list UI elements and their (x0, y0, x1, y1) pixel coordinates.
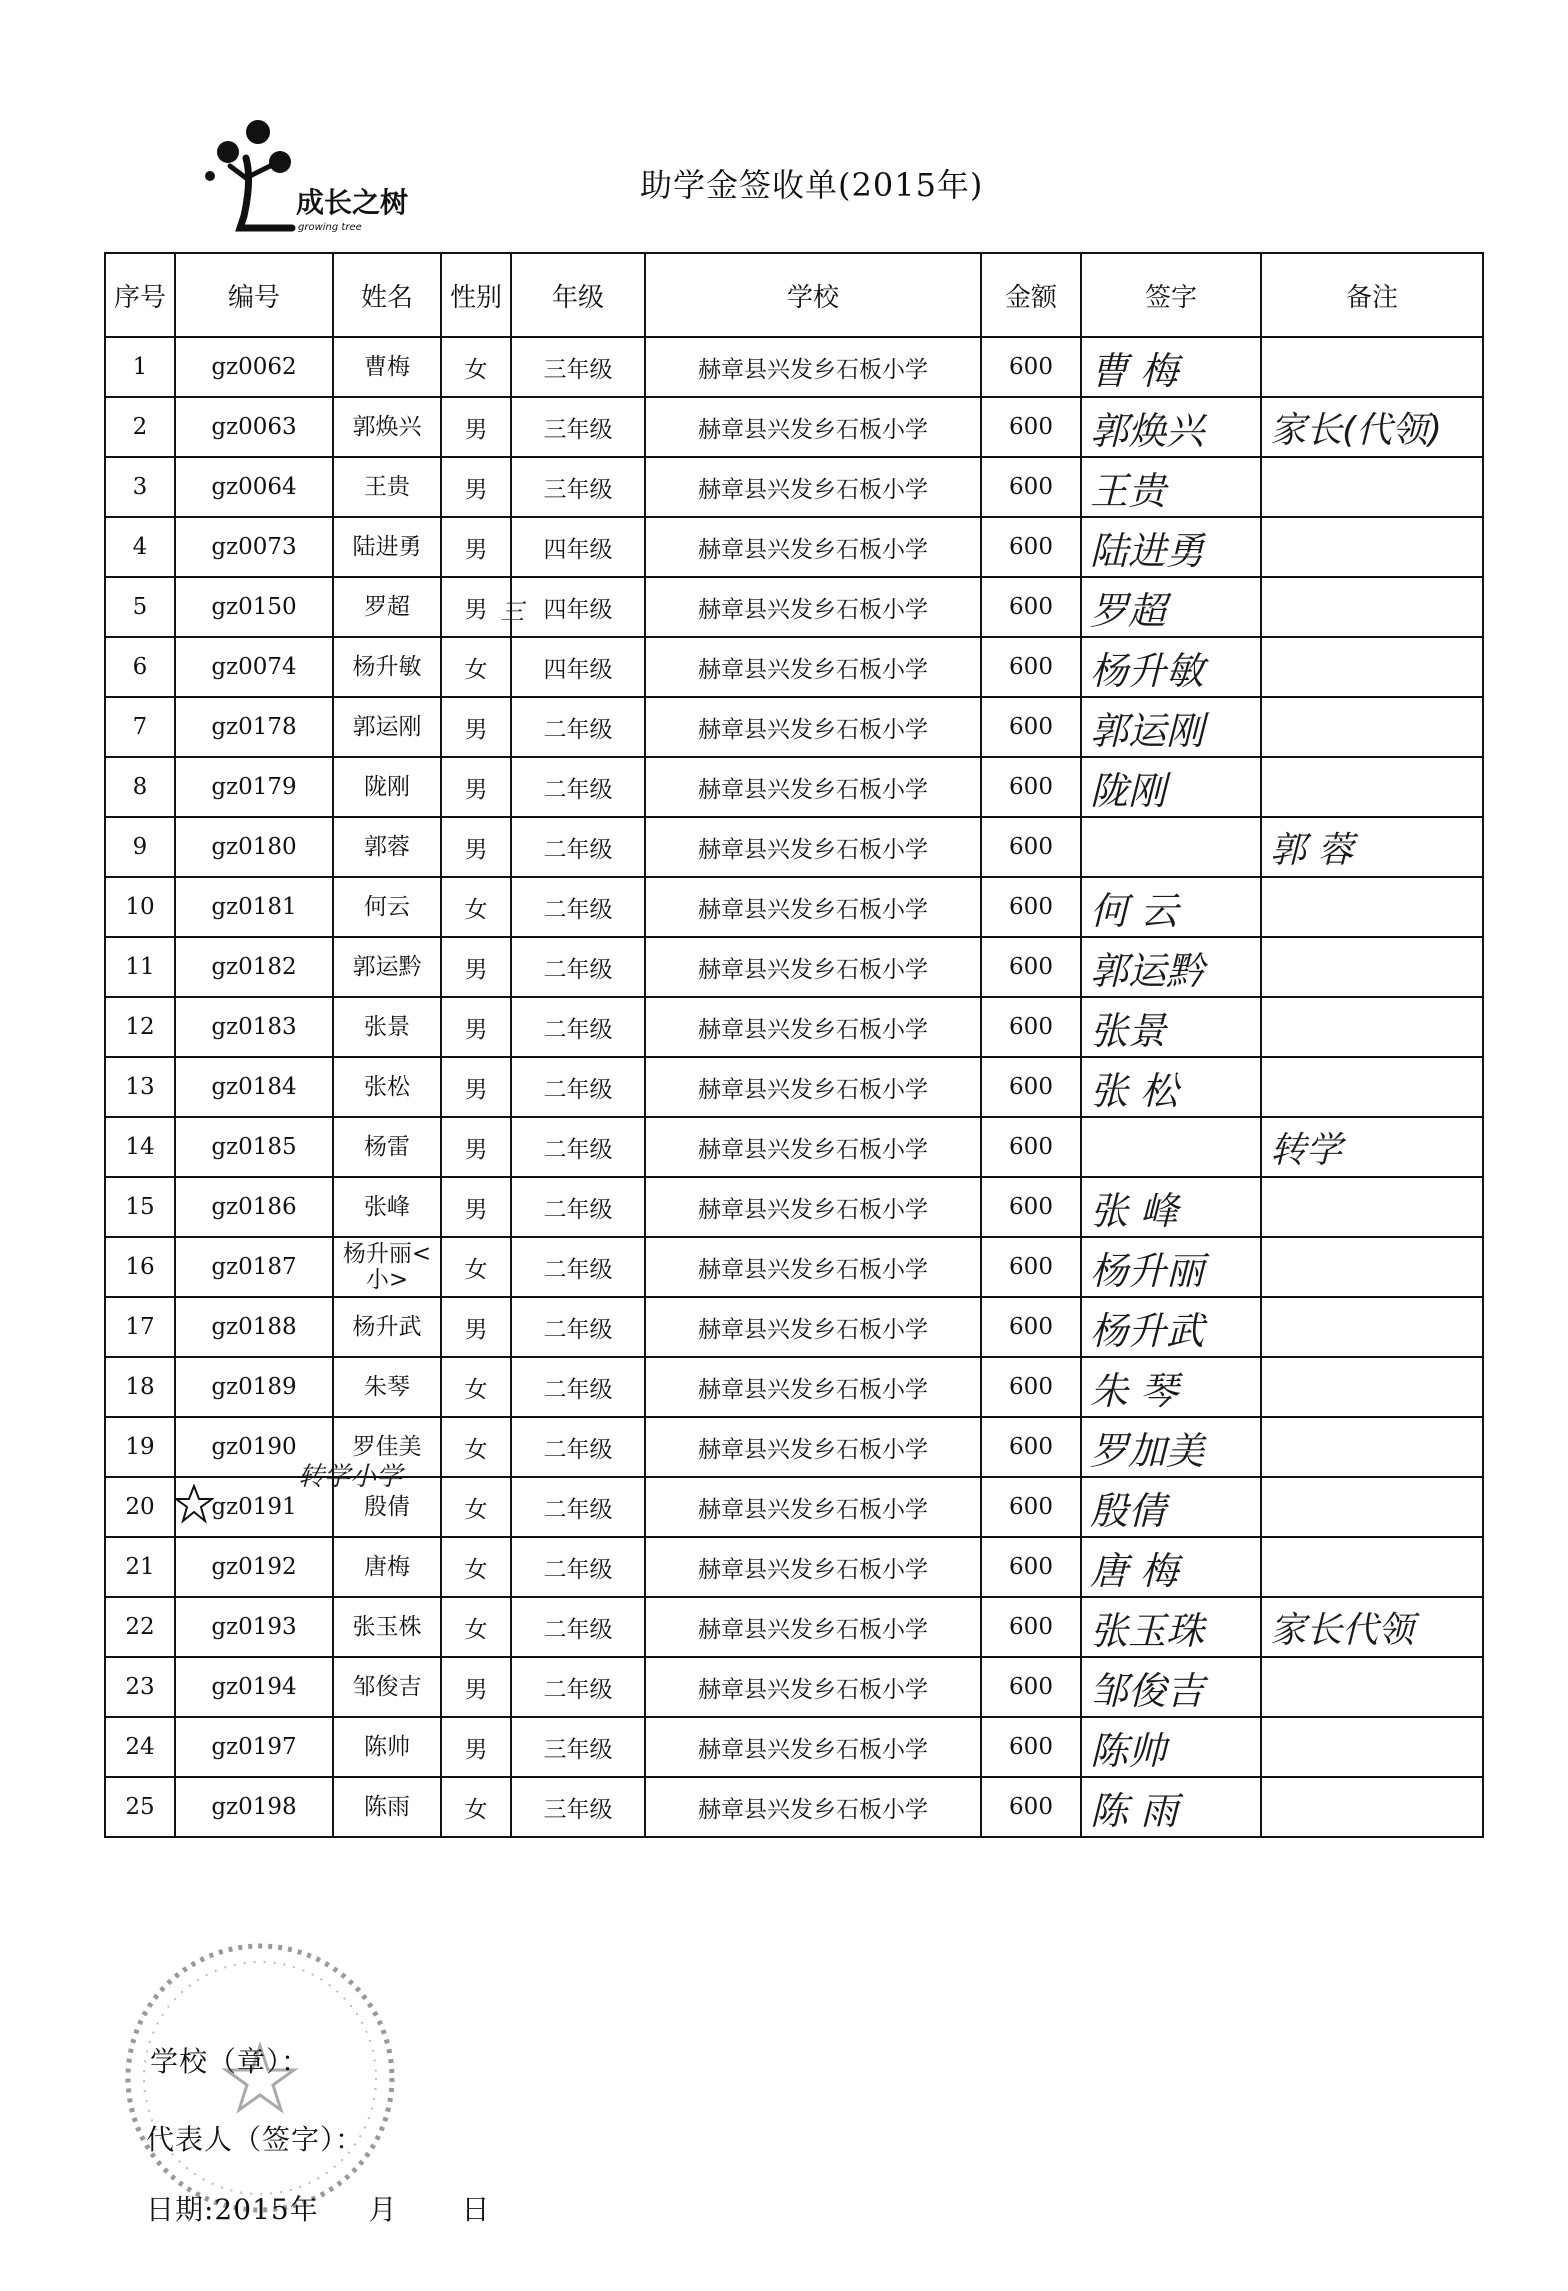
student-sex-cell: 女 (441, 1237, 511, 1297)
signature-cell: 曹 梅 (1081, 337, 1261, 397)
row-number-cell: 3 (105, 457, 175, 517)
table-row (105, 1357, 1483, 1417)
student-name-cell: 郭蓉 (333, 817, 441, 877)
student-sex-cell: 女 (441, 1477, 511, 1537)
amount-cell: 600 (981, 877, 1081, 937)
student-grade-cell: 二年级 (511, 997, 645, 1057)
amount-cell: 600 (981, 1057, 1081, 1117)
transfer-note: 转学小学 (298, 1462, 403, 1492)
date-line (146, 2188, 501, 2228)
student-name-cell: 张景 (333, 997, 441, 1057)
student-code-cell: gz0179 (175, 757, 333, 817)
note-cell (1261, 1657, 1483, 1717)
row-number-cell: 23 (105, 1657, 175, 1717)
school-name-cell: 赫章县兴发乡石板小学 (645, 1477, 981, 1537)
student-sex-cell: 男 (441, 517, 511, 577)
signature-cell: 邹俊吉 (1081, 1657, 1261, 1717)
row-number-cell: 25 (105, 1777, 175, 1837)
star-mark-icon (174, 1484, 214, 1524)
table-row (105, 397, 1483, 457)
note-cell: 家长(代领) (1261, 397, 1483, 457)
school-name-cell: 赫章县兴发乡石板小学 (645, 997, 981, 1057)
student-grade-cell: 三年级 (511, 1777, 645, 1837)
student-code-cell: gz0187 (175, 1237, 333, 1297)
amount-cell: 600 (981, 1537, 1081, 1597)
student-sex-cell: 女 (441, 337, 511, 397)
student-sex-cell: 男 (441, 697, 511, 757)
note-cell (1261, 577, 1483, 637)
table-row (105, 1177, 1483, 1237)
school-name-cell: 赫章县兴发乡石板小学 (645, 1657, 981, 1717)
student-name-cell: 张峰 (333, 1177, 441, 1237)
amount-cell: 600 (981, 397, 1081, 457)
student-sex-cell: 女 (441, 1417, 511, 1477)
amount-cell: 600 (981, 997, 1081, 1057)
note-cell (1261, 1777, 1483, 1837)
row-number-cell: 19 (105, 1417, 175, 1477)
school-name-cell: 赫章县兴发乡石板小学 (645, 1297, 981, 1357)
student-sex-cell: 女 (441, 877, 511, 937)
student-sex-cell: 男 (441, 457, 511, 517)
student-name-cell: 曹梅 (333, 337, 441, 397)
student-name-cell: 杨升敏 (333, 637, 441, 697)
note-cell (1261, 877, 1483, 937)
signature-cell: 陈帅 (1081, 1717, 1261, 1777)
student-grade-cell: 二年级 (511, 1477, 645, 1537)
student-grade-cell: 二年级 (511, 1537, 645, 1597)
note-cell: 家长代领 (1261, 1597, 1483, 1657)
student-grade-cell: 二年级 (511, 817, 645, 877)
signature-cell: 杨升武 (1081, 1297, 1261, 1357)
table-row (105, 1057, 1483, 1117)
table-row (105, 997, 1483, 1057)
row-number-cell: 1 (105, 337, 175, 397)
amount-cell: 600 (981, 1237, 1081, 1297)
signature-cell: 陇刚 (1081, 757, 1261, 817)
school-name-cell: 赫章县兴发乡石板小学 (645, 697, 981, 757)
table-row (105, 1297, 1483, 1357)
student-code-cell: gz0073 (175, 517, 333, 577)
student-grade-cell: 四年级 (511, 577, 645, 637)
student-code-cell: gz0182 (175, 937, 333, 997)
school-name-cell: 赫章县兴发乡石板小学 (645, 397, 981, 457)
student-code-cell: gz0191 (175, 1477, 333, 1537)
growing-tree-logo (200, 118, 440, 240)
signature-cell: 陈 雨 (1081, 1777, 1261, 1837)
table-row (105, 757, 1483, 817)
grade-correction-mark: 三 (500, 598, 524, 626)
student-code-cell: gz0190 (175, 1417, 333, 1477)
student-grade-cell: 三年级 (511, 397, 645, 457)
signature-cell: 郭运刚 (1081, 697, 1261, 757)
row-number-cell: 24 (105, 1717, 175, 1777)
amount-cell: 600 (981, 337, 1081, 397)
table-row (105, 457, 1483, 517)
logo-brand-text: 成长之树 (296, 186, 409, 219)
school-name-cell: 赫章县兴发乡石板小学 (645, 1357, 981, 1417)
signature-cell: 陆进勇 (1081, 517, 1261, 577)
student-grade-cell: 三年级 (511, 1717, 645, 1777)
col-header-code: 编号 (175, 253, 333, 337)
student-code-cell: gz0188 (175, 1297, 333, 1357)
amount-cell: 600 (981, 1657, 1081, 1717)
row-number-cell: 7 (105, 697, 175, 757)
amount-cell: 600 (981, 457, 1081, 517)
student-name-cell: 陈帅 (333, 1717, 441, 1777)
amount-cell: 600 (981, 637, 1081, 697)
student-code-cell: gz0063 (175, 397, 333, 457)
signature-cell: 唐 梅 (1081, 1537, 1261, 1597)
student-grade-cell: 二年级 (511, 1657, 645, 1717)
school-name-cell: 赫章县兴发乡石板小学 (645, 1537, 981, 1597)
student-grade-cell: 四年级 (511, 637, 645, 697)
student-grade-cell: 二年级 (511, 1177, 645, 1237)
table-row (105, 877, 1483, 937)
student-name-cell: 罗超 (333, 577, 441, 637)
student-grade-cell: 二年级 (511, 1297, 645, 1357)
amount-cell: 600 (981, 577, 1081, 637)
student-code-cell: gz0064 (175, 457, 333, 517)
signature-cell (1081, 817, 1261, 877)
student-code-cell: gz0178 (175, 697, 333, 757)
row-number-cell: 5 (105, 577, 175, 637)
signature-cell (1081, 1117, 1261, 1177)
student-sex-cell: 女 (441, 1357, 511, 1417)
logo-tagline: growing tree (298, 222, 362, 233)
row-number-cell: 10 (105, 877, 175, 937)
school-name-cell: 赫章县兴发乡石板小学 (645, 1717, 981, 1777)
student-grade-cell: 二年级 (511, 1417, 645, 1477)
note-cell (1261, 637, 1483, 697)
col-header-sex: 性别 (441, 253, 511, 337)
table-row (105, 1117, 1483, 1177)
col-header-note: 备注 (1261, 253, 1483, 337)
student-sex-cell: 男 (441, 1117, 511, 1177)
student-sex-cell: 男 (441, 1717, 511, 1777)
school-name-cell: 赫章县兴发乡石板小学 (645, 1597, 981, 1657)
student-code-cell: gz0074 (175, 637, 333, 697)
note-cell (1261, 1057, 1483, 1117)
student-name-cell: 王贵 (333, 457, 441, 517)
note-cell (1261, 997, 1483, 1057)
note-cell (1261, 757, 1483, 817)
school-name-cell: 赫章县兴发乡石板小学 (645, 517, 981, 577)
student-name-cell: 邹俊吉 (333, 1657, 441, 1717)
amount-cell: 600 (981, 1477, 1081, 1537)
table-row (105, 1717, 1483, 1777)
student-grade-cell: 三年级 (511, 337, 645, 397)
signature-cell: 何 云 (1081, 877, 1261, 937)
student-grade-cell: 二年级 (511, 1597, 645, 1657)
note-cell (1261, 1477, 1483, 1537)
signature-cell: 张景 (1081, 997, 1261, 1057)
col-header-signature: 签字 (1081, 253, 1261, 337)
row-number-cell: 2 (105, 397, 175, 457)
student-grade-cell: 二年级 (511, 697, 645, 757)
student-sex-cell: 男 (441, 937, 511, 997)
student-name-cell: 张松 (333, 1057, 441, 1117)
student-name-cell: 罗佳美 (333, 1417, 441, 1477)
row-number-cell: 15 (105, 1177, 175, 1237)
amount-cell: 600 (981, 697, 1081, 757)
table-row (105, 517, 1483, 577)
student-name-cell: 杨升武 (333, 1297, 441, 1357)
row-number-cell: 4 (105, 517, 175, 577)
signature-cell: 罗加美 (1081, 1417, 1261, 1477)
student-sex-cell: 男 (441, 757, 511, 817)
row-number-cell: 22 (105, 1597, 175, 1657)
student-sex-cell: 男 (441, 1657, 511, 1717)
table-row (105, 817, 1483, 877)
amount-cell: 600 (981, 1357, 1081, 1417)
student-grade-cell: 二年级 (511, 937, 645, 997)
amount-cell: 600 (981, 517, 1081, 577)
school-name-cell: 赫章县兴发乡石板小学 (645, 1777, 981, 1837)
table-row (105, 697, 1483, 757)
student-sex-cell: 男 (441, 1057, 511, 1117)
note-cell (1261, 517, 1483, 577)
student-code-cell: gz0194 (175, 1657, 333, 1717)
school-name-cell: 赫章县兴发乡石板小学 (645, 1177, 981, 1237)
table-row (105, 637, 1483, 697)
student-grade-cell: 三年级 (511, 457, 645, 517)
amount-cell: 600 (981, 757, 1081, 817)
student-name-cell: 唐梅 (333, 1537, 441, 1597)
student-name-cell: 杨雷 (333, 1117, 441, 1177)
student-code-cell: gz0062 (175, 337, 333, 397)
student-grade-cell: 二年级 (511, 757, 645, 817)
amount-cell: 600 (981, 1777, 1081, 1837)
school-name-cell: 赫章县兴发乡石板小学 (645, 1417, 981, 1477)
col-header-school: 学校 (645, 253, 981, 337)
student-sex-cell: 女 (441, 1777, 511, 1837)
note-cell (1261, 937, 1483, 997)
note-cell (1261, 1297, 1483, 1357)
student-sex-cell: 女 (441, 1597, 511, 1657)
signature-cell: 罗超 (1081, 577, 1261, 637)
student-name-cell: 郭运黔 (333, 937, 441, 997)
student-grade-cell: 二年级 (511, 1057, 645, 1117)
amount-cell: 600 (981, 1597, 1081, 1657)
student-name-cell: 陇刚 (333, 757, 441, 817)
school-name-cell: 赫章县兴发乡石板小学 (645, 757, 981, 817)
col-header-name: 姓名 (333, 253, 441, 337)
table-row (105, 1537, 1483, 1597)
signature-table (104, 252, 1484, 1838)
note-cell (1261, 1717, 1483, 1777)
school-name-cell: 赫章县兴发乡石板小学 (645, 877, 981, 937)
student-grade-cell: 四年级 (511, 517, 645, 577)
school-name-cell: 赫章县兴发乡石板小学 (645, 457, 981, 517)
student-code-cell: gz0189 (175, 1357, 333, 1417)
student-code-cell: gz0180 (175, 817, 333, 877)
student-code-cell: gz0150 (175, 577, 333, 637)
row-number-cell: 18 (105, 1357, 175, 1417)
student-sex-cell: 男 (441, 817, 511, 877)
student-grade-cell: 二年级 (511, 1237, 645, 1297)
student-sex-cell: 男 (441, 997, 511, 1057)
student-name-cell: 陈雨 (333, 1777, 441, 1837)
day-label: 日 (461, 2193, 491, 2226)
signature-cell: 王贵 (1081, 457, 1261, 517)
row-number-cell: 20 (105, 1477, 175, 1537)
col-header-no: 序号 (105, 253, 175, 337)
school-name-cell: 赫章县兴发乡石板小学 (645, 937, 981, 997)
student-sex-cell: 男 (441, 577, 511, 637)
amount-cell: 600 (981, 937, 1081, 997)
col-header-grade: 年级 (511, 253, 645, 337)
student-code-cell: gz0198 (175, 1777, 333, 1837)
month-label: 月 (368, 2193, 398, 2226)
row-number-cell: 12 (105, 997, 175, 1057)
note-cell (1261, 1177, 1483, 1237)
table-row (105, 937, 1483, 997)
student-grade-cell: 二年级 (511, 877, 645, 937)
student-name-cell: 陆进勇 (333, 517, 441, 577)
table-row (105, 1777, 1483, 1837)
signature-cell: 郭焕兴 (1081, 397, 1261, 457)
row-number-cell: 14 (105, 1117, 175, 1177)
table-row (105, 1657, 1483, 1717)
signature-cell: 杨升敏 (1081, 637, 1261, 697)
school-name-cell: 赫章县兴发乡石板小学 (645, 637, 981, 697)
student-name-cell: 朱琴 (333, 1357, 441, 1417)
note-cell (1261, 1357, 1483, 1417)
amount-cell: 600 (981, 817, 1081, 877)
student-code-cell: gz0181 (175, 877, 333, 937)
student-name-cell: 杨升丽<小> (333, 1237, 441, 1297)
row-number-cell: 17 (105, 1297, 175, 1357)
note-cell: 郭 蓉 (1261, 817, 1483, 877)
document-title: 助学金签收单(2015年) (640, 166, 984, 204)
representative-label: 代表人（签字）： (146, 2123, 365, 2156)
student-grade-cell: 二年级 (511, 1117, 645, 1177)
student-code-cell: gz0184 (175, 1057, 333, 1117)
student-code-cell: gz0183 (175, 997, 333, 1057)
date-label: 日期:2015年 (146, 2193, 319, 2226)
row-number-cell: 13 (105, 1057, 175, 1117)
note-cell (1261, 337, 1483, 397)
row-number-cell: 21 (105, 1537, 175, 1597)
table-row (105, 1237, 1483, 1297)
student-sex-cell: 女 (441, 637, 511, 697)
note-cell (1261, 1237, 1483, 1297)
student-code-cell: gz0192 (175, 1537, 333, 1597)
school-name-cell: 赫章县兴发乡石板小学 (645, 1057, 981, 1117)
signature-cell: 殷倩 (1081, 1477, 1261, 1537)
table-row (105, 577, 1483, 637)
student-sex-cell: 女 (441, 1537, 511, 1597)
row-number-cell: 16 (105, 1237, 175, 1297)
student-sex-cell: 男 (441, 397, 511, 457)
amount-cell: 600 (981, 1297, 1081, 1357)
amount-cell: 600 (981, 1177, 1081, 1237)
student-code-cell: gz0193 (175, 1597, 333, 1657)
signature-cell: 张 松 (1081, 1057, 1261, 1117)
student-name-cell: 张玉株 (333, 1597, 441, 1657)
school-name-cell: 赫章县兴发乡石板小学 (645, 1117, 981, 1177)
amount-cell: 600 (981, 1417, 1081, 1477)
col-header-amount: 金额 (981, 253, 1081, 337)
row-number-cell: 8 (105, 757, 175, 817)
student-code-cell: gz0197 (175, 1717, 333, 1777)
signature-cell: 张 峰 (1081, 1177, 1261, 1237)
student-sex-cell: 男 (441, 1297, 511, 1357)
note-cell (1261, 1537, 1483, 1597)
header-row (105, 253, 1483, 337)
row-number-cell: 9 (105, 817, 175, 877)
school-name-cell: 赫章县兴发乡石板小学 (645, 817, 981, 877)
signature-cell: 张玉珠 (1081, 1597, 1261, 1657)
signature-cell: 朱 琴 (1081, 1357, 1261, 1417)
student-code-cell: gz0186 (175, 1177, 333, 1237)
note-cell (1261, 1417, 1483, 1477)
table-row (105, 1597, 1483, 1657)
student-sex-cell: 男 (441, 1177, 511, 1237)
student-grade-cell: 二年级 (511, 1357, 645, 1417)
row-number-cell: 11 (105, 937, 175, 997)
table-row (105, 337, 1483, 397)
student-name-cell: 殷倩 (333, 1477, 441, 1537)
signature-cell: 郭运黔 (1081, 937, 1261, 997)
school-stamp-label: 学校（章）： (150, 2045, 311, 2078)
note-cell (1261, 457, 1483, 517)
amount-cell: 600 (981, 1717, 1081, 1777)
signature-cell: 杨升丽 (1081, 1237, 1261, 1297)
note-cell (1261, 697, 1483, 757)
school-name-cell: 赫章县兴发乡石板小学 (645, 337, 981, 397)
row-number-cell: 6 (105, 637, 175, 697)
school-name-cell: 赫章县兴发乡石板小学 (645, 1237, 981, 1297)
note-cell: 转学 (1261, 1117, 1483, 1177)
amount-cell: 600 (981, 1117, 1081, 1177)
student-name-cell: 郭焕兴 (333, 397, 441, 457)
student-name-cell: 何云 (333, 877, 441, 937)
student-code-cell: gz0185 (175, 1117, 333, 1177)
student-name-cell: 郭运刚 (333, 697, 441, 757)
school-name-cell: 赫章县兴发乡石板小学 (645, 577, 981, 637)
